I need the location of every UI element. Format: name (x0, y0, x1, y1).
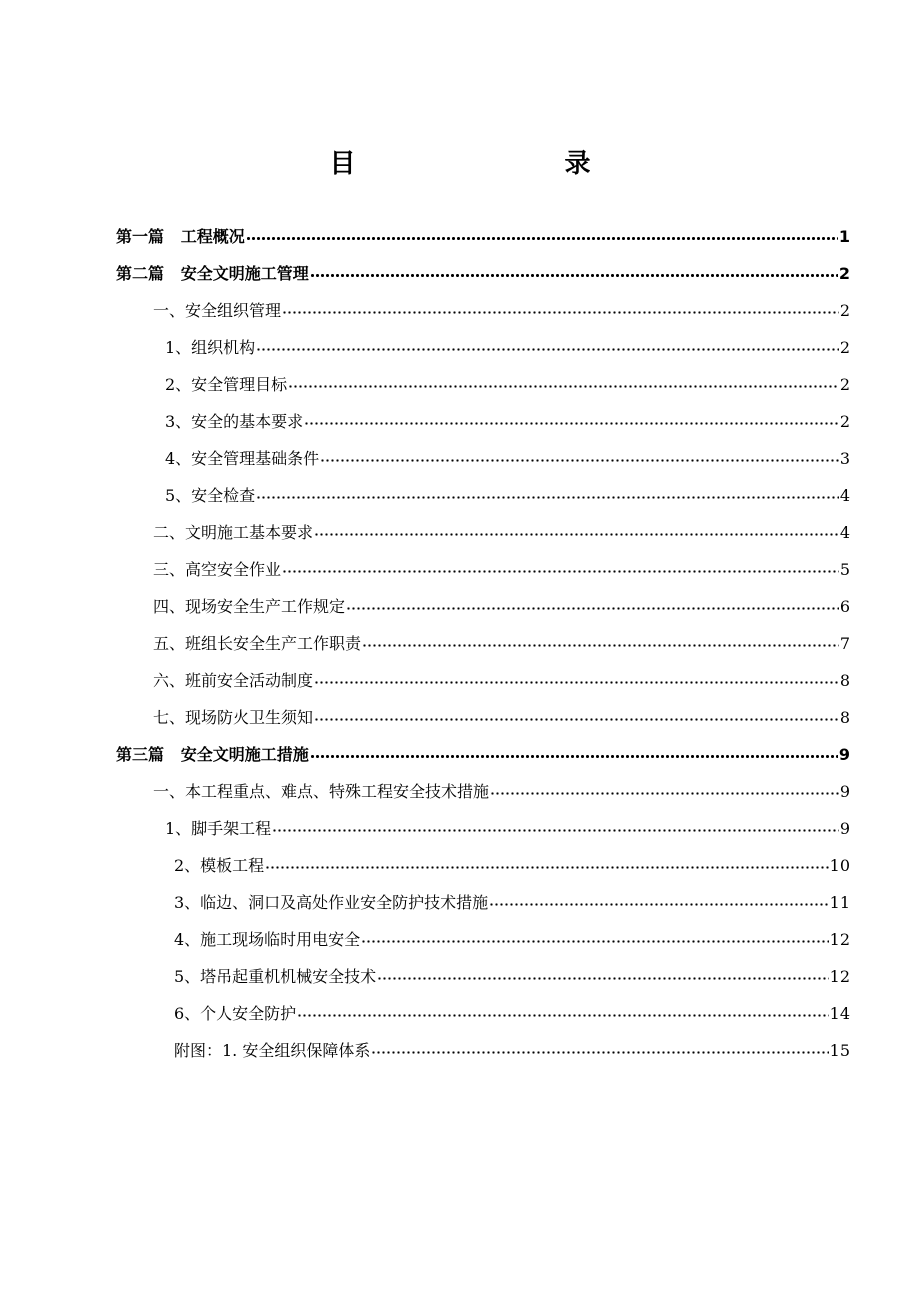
toc-entry[interactable] (0, 1032, 850, 1069)
dot-leader (297, 1014, 828, 1017)
toc-entry[interactable] (0, 736, 850, 773)
toc-entry-label: 三、高空安全作业 (153, 559, 282, 579)
dot-leader (282, 311, 839, 314)
toc-entry[interactable] (0, 255, 850, 292)
toc-entry-page-number: 6 (839, 596, 850, 616)
toc-entry[interactable] (0, 958, 850, 995)
dot-leader (371, 1051, 828, 1054)
toc-entry[interactable] (0, 847, 850, 884)
toc-entry-page-number: 12 (829, 966, 850, 986)
toc-entry-page-number: 3 (839, 448, 850, 468)
toc-entry-page-number: 1 (838, 226, 850, 246)
toc-entry[interactable] (0, 773, 850, 810)
dot-leader (346, 607, 839, 610)
toc-entry[interactable] (0, 292, 850, 329)
toc-entry-label: 6、个人安全防护 (174, 1003, 297, 1023)
toc-entry[interactable] (0, 921, 850, 958)
toc-entry-page-number: 2 (839, 300, 850, 320)
toc-entry-label: 2、安全管理目标 (165, 374, 288, 394)
dot-leader (304, 422, 839, 425)
dot-leader (362, 644, 839, 647)
dot-leader (310, 755, 838, 758)
toc-entry-label: 4、施工现场临时用电安全 (174, 929, 361, 949)
toc-entry-label: 3、安全的基本要求 (165, 411, 304, 431)
dot-leader (265, 866, 828, 869)
dot-leader (282, 570, 839, 573)
toc-entry-page-number: 8 (839, 707, 850, 727)
toc-entry-page-number: 2 (839, 374, 850, 394)
toc-entry[interactable] (0, 884, 850, 921)
toc-entry[interactable] (0, 588, 850, 625)
dot-leader (489, 903, 828, 906)
toc-entry-label: 附图：1. 安全组织保障体系 (174, 1040, 371, 1060)
toc-entry-label: 第一篇 工程概况 (116, 226, 245, 246)
toc-entry-label: 1、脚手架工程 (165, 818, 272, 838)
dot-leader (314, 681, 839, 684)
table-of-contents (0, 218, 920, 1069)
toc-entry-label: 第三篇 安全文明施工措施 (116, 744, 309, 764)
toc-entry-label: 1、组织机构 (165, 337, 256, 357)
toc-entry-label: 2、模板工程 (174, 855, 265, 875)
toc-entry-label: 五、班组长安全生产工作职责 (153, 633, 362, 653)
toc-entry-page-number: 5 (839, 559, 850, 579)
toc-entry-page-number: 2 (839, 411, 850, 431)
toc-entry-label: 一、安全组织管理 (153, 300, 282, 320)
toc-entry[interactable] (0, 329, 850, 366)
toc-entry-page-number: 2 (838, 263, 850, 283)
toc-entry-page-number: 4 (839, 485, 850, 505)
toc-entry-page-number: 9 (838, 744, 850, 764)
dot-leader (288, 385, 839, 388)
toc-entry-label: 七、现场防火卫生须知 (153, 707, 314, 727)
toc-entry-label: 3、临边、洞口及高处作业安全防护技术措施 (174, 892, 489, 912)
toc-entry-label: 5、安全检查 (165, 485, 256, 505)
toc-entry-label: 六、班前安全活动制度 (153, 670, 314, 690)
toc-entry-label: 四、现场安全生产工作规定 (153, 596, 346, 616)
toc-entry[interactable] (0, 218, 850, 255)
toc-entry-label: 一、本工程重点、难点、特殊工程安全技术措施 (153, 781, 490, 801)
toc-entry-label: 第二篇 安全文明施工管理 (116, 263, 309, 283)
toc-entry-page-number: 14 (829, 1003, 850, 1023)
toc-entry[interactable] (0, 810, 850, 847)
dot-leader (361, 940, 828, 943)
toc-entry-page-number: 9 (839, 781, 850, 801)
toc-entry-page-number: 8 (839, 670, 850, 690)
toc-entry-page-number: 15 (829, 1040, 850, 1060)
toc-entry[interactable] (0, 403, 850, 440)
dot-leader (256, 496, 839, 499)
dot-leader (310, 274, 838, 277)
toc-entry-label: 二、文明施工基本要求 (153, 522, 314, 542)
toc-entry-label: 5、塔吊起重机机械安全技术 (174, 966, 377, 986)
page-title: 目 录 (329, 149, 691, 179)
toc-entry[interactable] (0, 477, 850, 514)
dot-leader (246, 237, 838, 240)
dot-leader (377, 977, 828, 980)
dot-leader (272, 829, 839, 832)
toc-entry-page-number: 9 (839, 818, 850, 838)
toc-entry[interactable] (0, 440, 850, 477)
toc-entry-page-number: 11 (829, 892, 850, 912)
toc-entry[interactable] (0, 699, 850, 736)
dot-leader (256, 348, 839, 351)
dot-leader (314, 718, 839, 721)
toc-entry-page-number: 10 (829, 855, 850, 875)
toc-entry[interactable] (0, 366, 850, 403)
dot-leader (490, 792, 839, 795)
dot-leader (320, 459, 839, 462)
toc-entry-page-number: 2 (839, 337, 850, 357)
toc-entry[interactable] (0, 551, 850, 588)
dot-leader (314, 533, 839, 536)
toc-entry-page-number: 7 (839, 633, 850, 653)
toc-entry-page-number: 12 (829, 929, 850, 949)
toc-entry[interactable] (0, 995, 850, 1032)
toc-entry[interactable] (0, 625, 850, 662)
toc-entry-page-number: 4 (839, 522, 850, 542)
toc-entry-label: 4、安全管理基础条件 (165, 448, 320, 468)
toc-entry[interactable] (0, 514, 850, 551)
toc-entry[interactable] (0, 662, 850, 699)
